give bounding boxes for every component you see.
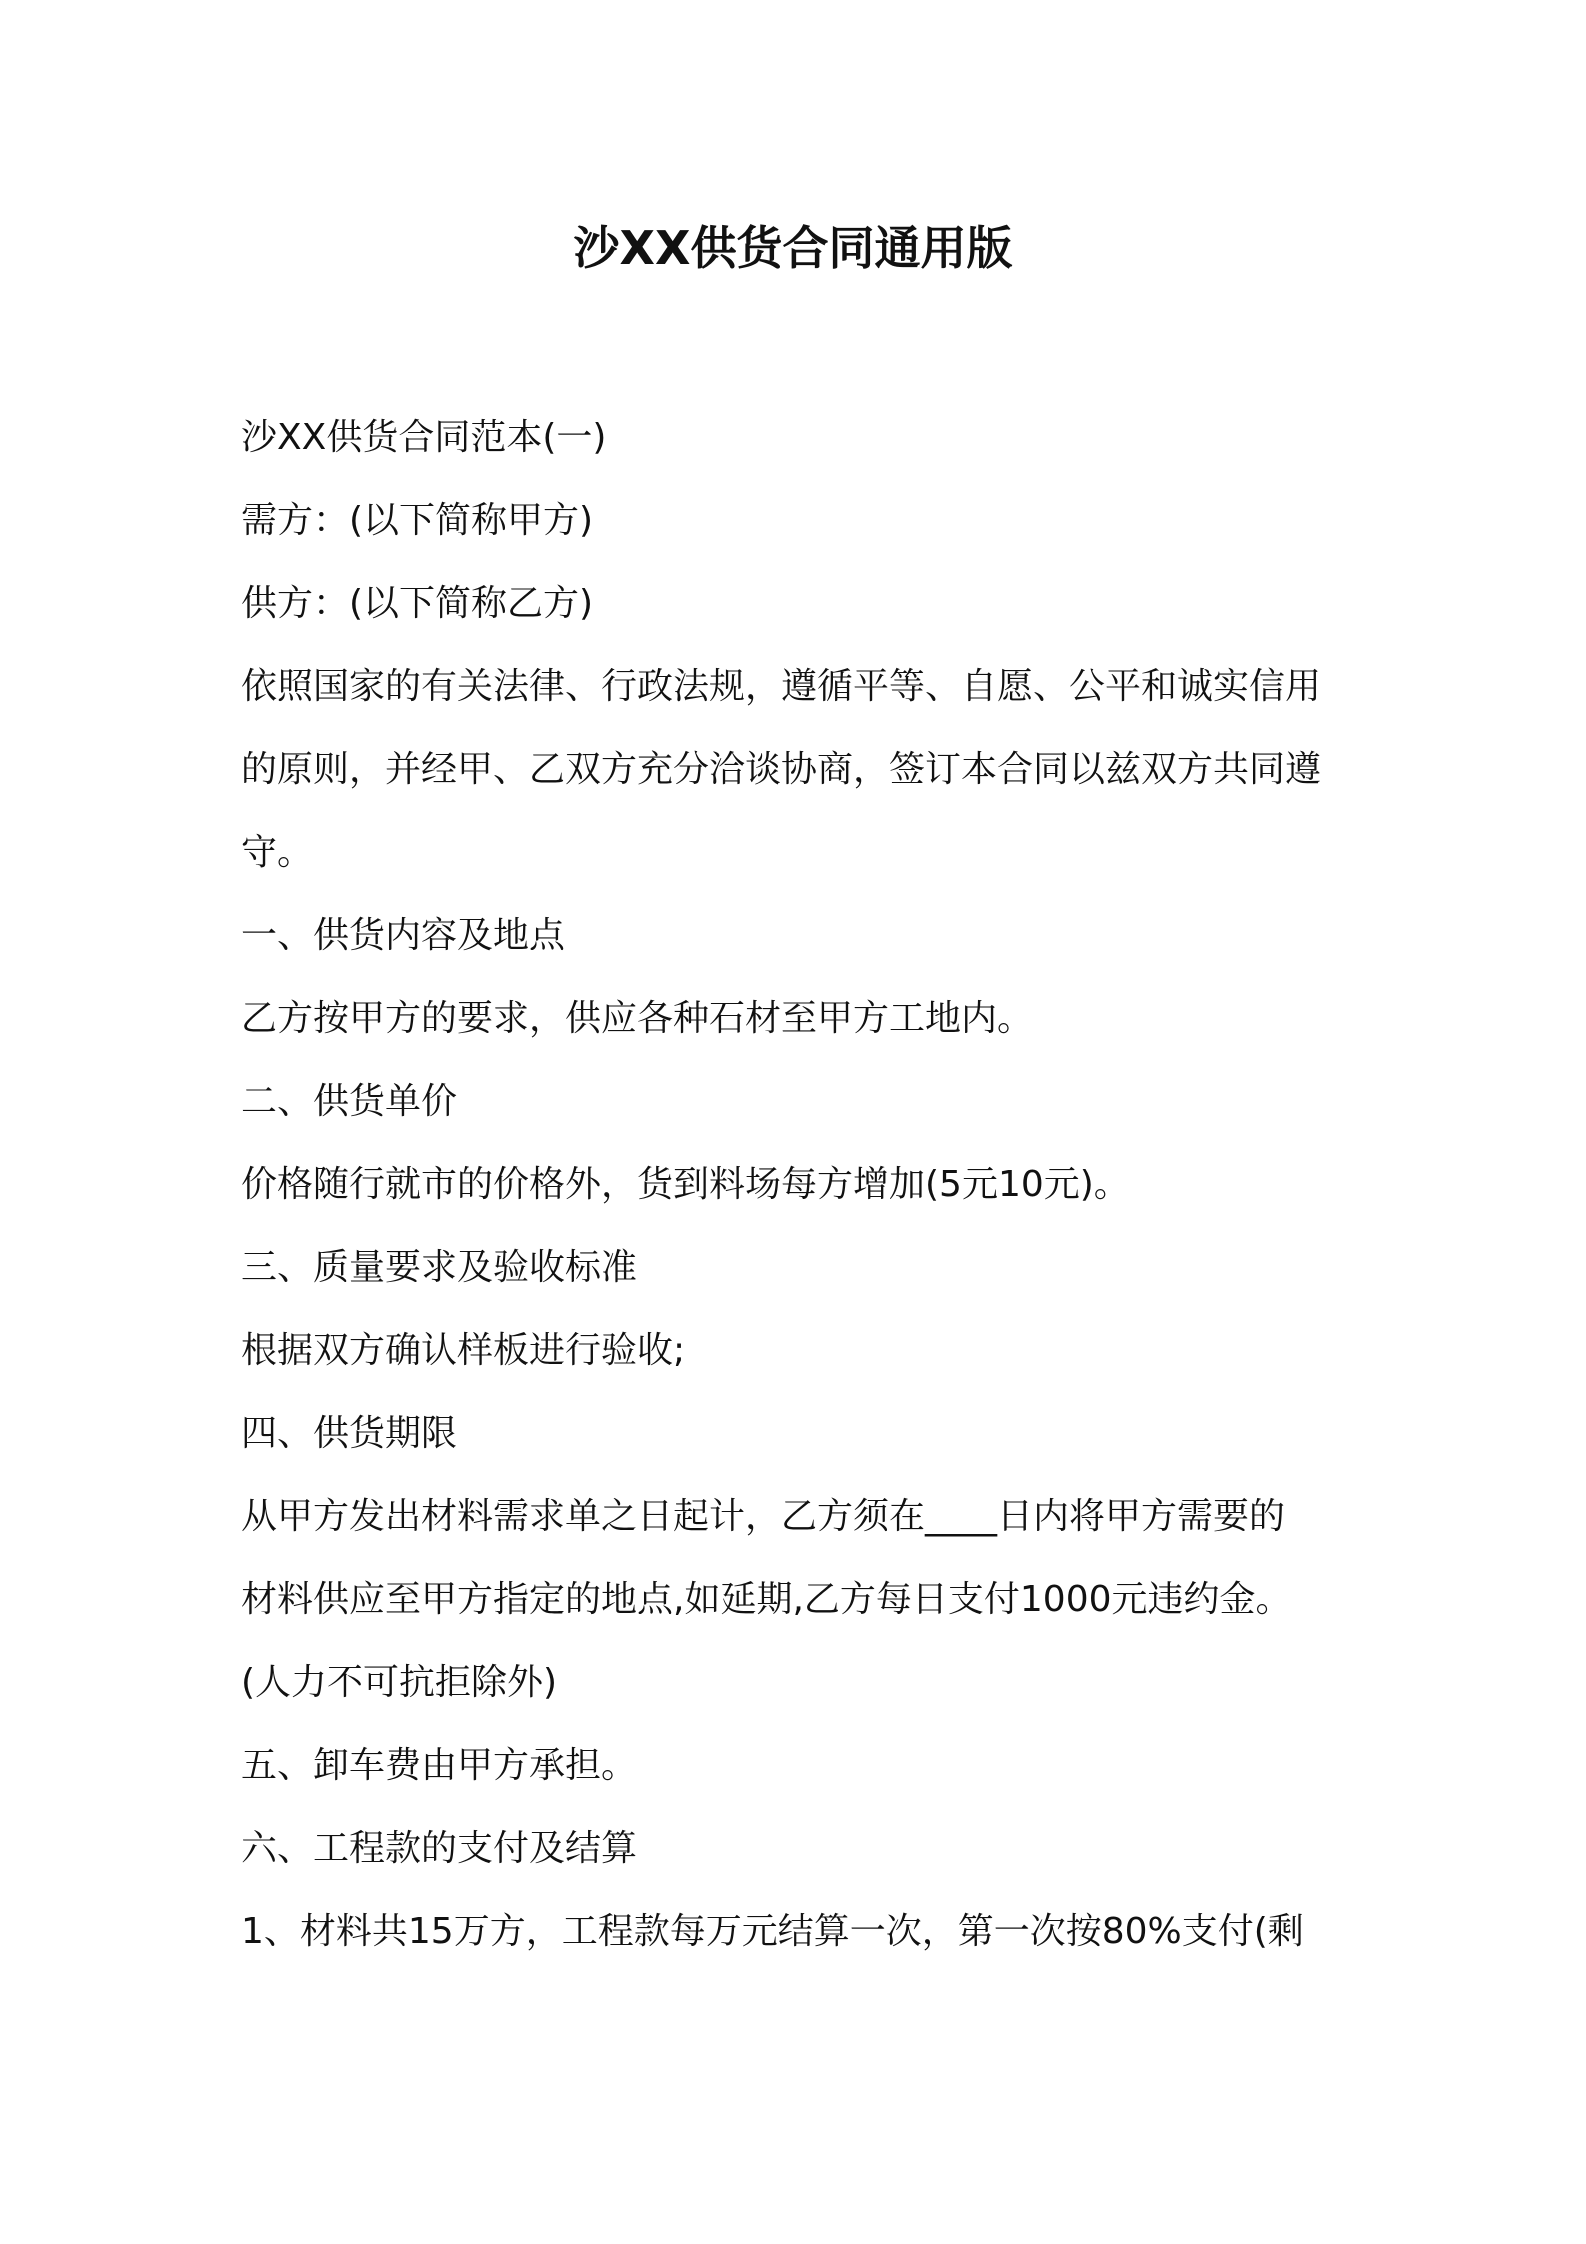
section-heading: 五、卸车费由甲方承担。 — [241, 1745, 638, 1786]
paragraph-line: 价格随行就市的价格外，货到料场每方增加(5元10元)。 — [241, 1164, 1130, 1205]
section-heading: 六、工程款的支付及结算 — [241, 1828, 638, 1869]
preamble-line: 的原则，并经甲、乙双方充分洽谈协商，签订本合同以兹双方共同遵 — [241, 749, 1322, 790]
paragraph-line: 1、材料共15万方，工程款每万元结算一次，第一次按80%支付(剩 — [241, 1911, 1304, 1952]
party-b-line: 供方：(以下简称乙方) — [241, 583, 594, 624]
document-body — [241, 396, 1353, 1973]
paragraph-line: 乙方按甲方的要求，供应各种石材至甲方工地内。 — [241, 998, 1034, 1039]
paragraph-line: 根据双方确认样板进行验收; — [241, 1330, 686, 1371]
preamble-line: 依照国家的有关法律、行政法规，遵循平等、自愿、公平和诚实信用 — [241, 666, 1322, 707]
section-heading: 三、质量要求及验收标准 — [241, 1247, 638, 1288]
contract-subtitle: 沙XX供货合同范本(一) — [241, 417, 607, 458]
section-heading: 四、供货期限 — [241, 1413, 458, 1454]
paragraph-line: (人力不可抗拒除外) — [241, 1662, 558, 1703]
preamble-line: 守。 — [241, 832, 314, 873]
paragraph-line: 材料供应至甲方指定的地点,如延期,乙方每日支付1000元违约金。 — [241, 1579, 1292, 1620]
paragraph-line: 从甲方发出材料需求单之日起计，乙方须在____日内将甲方需要的 — [241, 1496, 1286, 1537]
section-heading: 一、供货内容及地点 — [241, 915, 566, 956]
document-title: 沙XX供货合同通用版 — [573, 221, 1013, 275]
party-a-line: 需方：(以下简称甲方) — [241, 500, 594, 541]
section-heading: 二、供货单价 — [241, 1081, 458, 1122]
